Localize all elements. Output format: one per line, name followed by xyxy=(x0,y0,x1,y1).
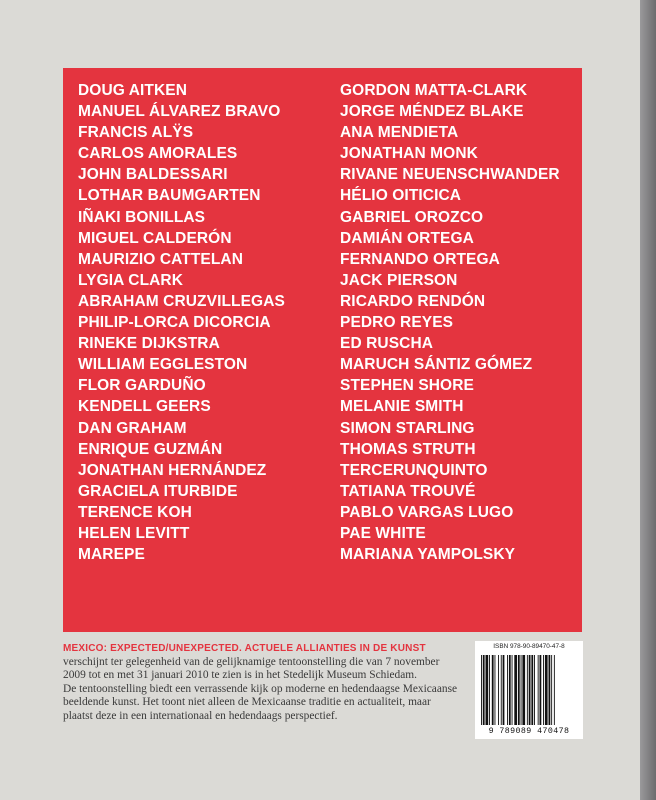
artist-name: MAURIZIO CATTELAN xyxy=(78,250,244,268)
artist-name: IÑAKI BONILLAS xyxy=(78,208,206,226)
artist-list-panel xyxy=(63,68,582,632)
artist-name: RIVANE NEUENSCHWANDER xyxy=(340,166,560,184)
description-paragraph-2: De tentoonstelling biedt een verrassende kijk op moderne en hedendaagse Mexicaanse beeldende kunst. Het toont niet alleen de Mexicaanse traditie en actualiteit, maar plaatst deze in een internationaal en hedendaags perspectief. xyxy=(63,682,458,722)
artist-name: MANUEL ÁLVAREZ BRAVO xyxy=(78,103,281,121)
artist-name: DAN GRAHAM xyxy=(78,419,187,437)
artist-name: JONATHAN HERNÁNDEZ xyxy=(78,461,267,479)
artist-column-right xyxy=(340,80,560,565)
artist-name: MIGUEL CALDERÓN xyxy=(78,229,232,247)
book-edge xyxy=(640,0,656,800)
artist-name: LOTHAR BAUMGARTEN xyxy=(78,187,261,205)
artist-name: MAREPE xyxy=(78,546,145,564)
artist-name: WILLIAM EGGLESTON xyxy=(78,356,248,374)
book-title: MEXICO: EXPECTED/UNEXPECTED. ACTUELE ALLIANTIES IN DE KUNST xyxy=(63,643,426,654)
artist-name: GABRIEL OROZCO xyxy=(340,208,484,226)
artist-name: CARLOS AMORALES xyxy=(78,145,238,163)
artist-name: JOHN BALDESSARI xyxy=(78,166,228,184)
artist-name: TERCERUNQUINTO xyxy=(340,461,488,479)
artist-name: GORDON MATTA-CLARK xyxy=(340,82,528,99)
artist-name: STEPHEN SHORE xyxy=(340,377,474,395)
artist-name: ENRIQUE GUZMÁN xyxy=(78,440,223,458)
artist-name: HÉLIO OITICICA xyxy=(340,187,462,205)
artist-name: RICARDO RENDÓN xyxy=(340,292,486,310)
artist-name: DAMIÁN ORTEGA xyxy=(340,229,474,247)
artist-name: GRACIELA ITURBIDE xyxy=(78,482,238,500)
artist-name: THOMAS STRUTH xyxy=(340,440,476,458)
barcode-digits: 9 789089 470478 xyxy=(488,727,570,736)
artist-name: PABLO VARGAS LUGO xyxy=(340,503,514,521)
artist-name: MELANIE SMITH xyxy=(340,398,464,416)
artist-name: PHILIP-LORCA DICORCIA xyxy=(78,314,271,332)
artist-name: TATIANA TROUVÉ xyxy=(340,482,476,500)
artist-name: HELEN LEVITT xyxy=(78,524,190,542)
artist-name: JONATHAN MONK xyxy=(340,145,478,163)
artist-name: DOUG AITKEN xyxy=(78,82,188,99)
artist-name: TERENCE KOH xyxy=(78,503,192,521)
artist-name: FERNANDO ORTEGA xyxy=(340,250,500,268)
artist-name: JACK PIERSON xyxy=(340,271,458,289)
artist-name: ANA MENDIETA xyxy=(340,124,459,142)
artist-name: JORGE MÉNDEZ BLAKE xyxy=(340,103,524,121)
isbn-barcode xyxy=(475,641,583,739)
artist-name: LYGIA CLARK xyxy=(78,271,184,289)
artist-name: PAE WHITE xyxy=(340,524,426,542)
artist-name: MARUCH SÁNTIZ GÓMEZ xyxy=(340,356,533,374)
artist-name: PEDRO REYES xyxy=(340,314,454,332)
description-paragraph-1 xyxy=(63,642,463,683)
barcode-bars-icon xyxy=(481,655,577,725)
artist-name: RINEKE DIJKSTRA xyxy=(78,335,220,353)
artist-name: ABRAHAM CRUZVILLEGAS xyxy=(78,292,285,310)
artist-name: FLOR GARDUÑO xyxy=(78,377,206,395)
isbn-label: ISBN 978-90-89470-47-8 xyxy=(493,643,565,650)
artist-name: SIMON STARLING xyxy=(340,419,475,437)
artist-name: MARIANA YAMPOLSKY xyxy=(340,546,516,564)
artist-name: FRANCIS ALŸS xyxy=(78,124,194,142)
artist-name: KENDELL GEERS xyxy=(78,398,211,416)
description-text xyxy=(63,642,463,724)
artist-column-left xyxy=(78,80,285,565)
artist-name: ED RUSCHA xyxy=(340,335,434,353)
description-paragraph-1-text: verschijnt ter gelegenheid van de gelijknamige tentoonstelling die van 7 november 2009 tot en met 31 januari 2010 te zien is in het Stedelijk Museum Schiedam. xyxy=(63,655,440,682)
